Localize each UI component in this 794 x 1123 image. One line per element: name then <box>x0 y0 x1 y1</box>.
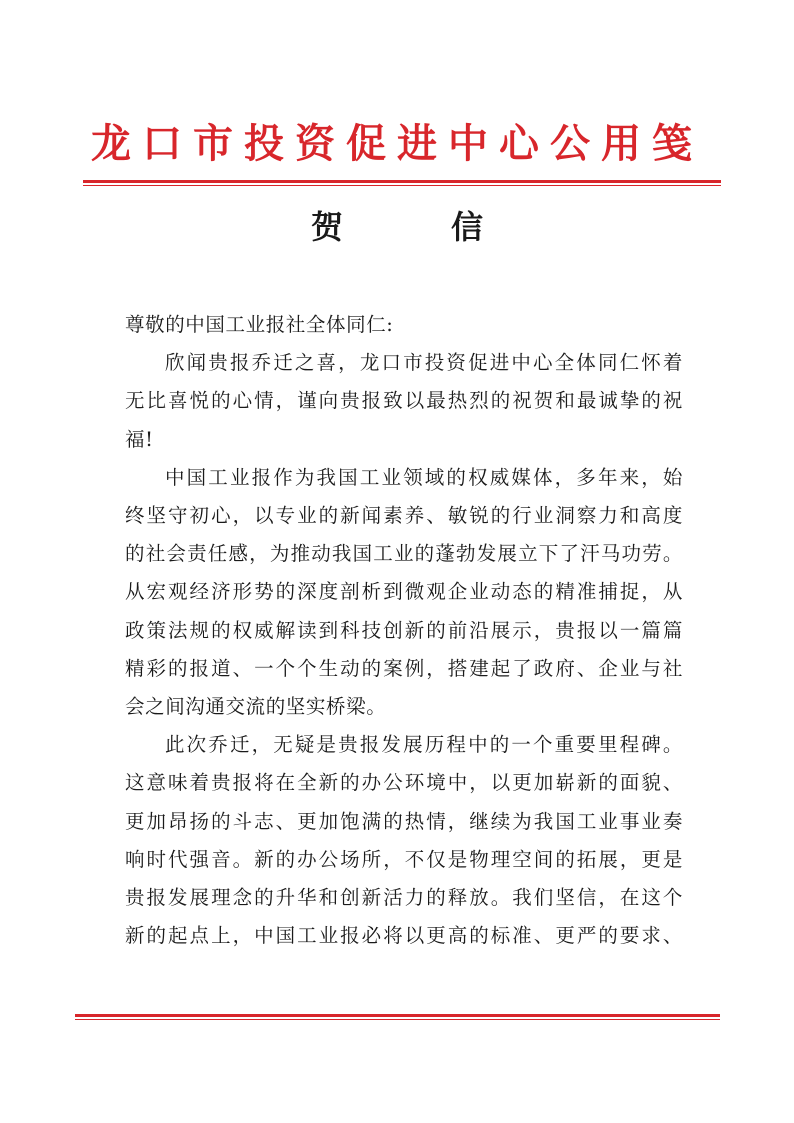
paragraph-line: 福! <box>125 427 154 451</box>
top-rule-thick-line <box>83 180 721 183</box>
paragraph-line: 会之间沟通交流的坚实桥梁。 <box>125 695 387 719</box>
paragraph-line: 新的起点上，中国工业报必将以更高的标准、更严的要求、 <box>125 924 683 948</box>
document-title: 贺 信 <box>310 208 521 246</box>
paragraph-line: 政策法规的权威解读到科技创新的前沿展示，贵报以一篇篇 <box>125 618 683 642</box>
paragraph-1 <box>125 344 683 459</box>
salutation-line: 尊敬的中国工业报社全体同仁: <box>125 313 394 336</box>
paragraph-2 <box>125 459 683 726</box>
letter-body <box>125 306 683 955</box>
paragraph-3 <box>125 726 683 955</box>
salutation <box>125 306 683 344</box>
letterhead-title: 龙口市投资促进中心公用笺 <box>91 120 703 167</box>
paragraph-line: 的社会责任感，为推动我国工业的蓬勃发展立下了汗马功劳。 <box>125 542 683 566</box>
letterhead-bottom-rule <box>75 1014 720 1022</box>
paragraph-line: 精彩的报道、一个个生动的案例，搭建起了政府、企业与社 <box>125 656 683 680</box>
bottom-rule-thin-line <box>75 1019 720 1020</box>
paragraph-line: 从宏观经济形势的深度剖析到微观企业动态的精准捕捉，从 <box>125 580 683 604</box>
paragraph-line: 贵报发展理念的升华和创新活力的释放。我们坚信，在这个 <box>125 886 683 910</box>
paragraph-line: 欣闻贵报乔迁之喜，龙口市投资促进中心全体同仁怀着 <box>165 351 683 375</box>
paragraph-line: 这意味着贵报将在全新的办公环境中，以更加崭新的面貌、 <box>125 771 683 795</box>
letterhead-top-rule <box>83 180 721 188</box>
paragraph-line: 中国工业报作为我国工业领域的权威媒体，多年来，始 <box>165 465 683 489</box>
paragraph-line: 响时代强音。新的办公场所，不仅是物理空间的拓展，更是 <box>125 847 683 871</box>
paragraph-line: 更加昂扬的斗志、更加饱满的热情，继续为我国工业事业奏 <box>125 809 683 833</box>
bottom-rule-thick-line <box>75 1014 720 1017</box>
paragraph-line: 此次乔迁，无疑是贵报发展历程中的一个重要里程碑。 <box>165 733 683 757</box>
top-rule-thin-line <box>83 185 721 186</box>
paragraph-line: 无比喜悦的心情，谨向贵报致以最热烈的祝贺和最诚挚的祝 <box>125 389 683 413</box>
paragraph-line: 终坚守初心，以专业的新闻素养、敏锐的行业洞察力和高度 <box>125 504 683 528</box>
